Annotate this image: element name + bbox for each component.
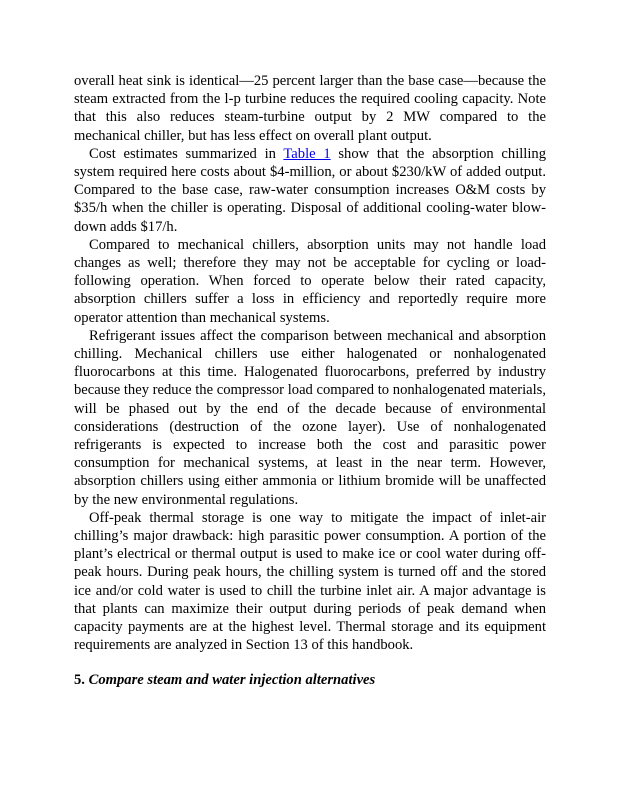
- section-number: 5.: [74, 671, 85, 688]
- document-page: [74, 72, 546, 689]
- paragraph-refrigerant-issues: Refrigerant issues affect the comparison between mechanical and absorption chilling. Mechanical chillers use either halogenated or nonhalogenated fluorocarbons at this time. Halogenated fluorocarbons, preferred by industry because they reduce the compressor load compared to nonhalogenated materials, will be phased out by the end of the decade because of environmental considerations (destruction of the ozone layer). Use of nonhalogenated refrigerants is expected to increase both the cost and parasitic power consumption for mechanical systems, at least in the near term. However, absorption chillers using either ammonia or lithium bromide will be unaffected by the new environmental regulations.: [74, 327, 546, 508]
- paragraph-cost-estimates-lead: Cost estimates summarized in: [89, 145, 284, 162]
- paragraph-heat-sink: overall heat sink is identical—25 percent larger than the base case—because the steam extracted from the l-p turbine reduces the required cooling capacity. Note that this also reduces steam-turbine output by 2 MW compared to the mechanical chiller, but has less effect on overall plant output.: [74, 73, 546, 144]
- table-1-link[interactable]: Table 1: [283, 145, 331, 162]
- paragraph-thermal-storage: Off-peak thermal storage is one way to mitigate the impact of inlet-air chilling’s major drawback: high parasitic power consumption. A portion of the plant’s electrical or thermal output is used to make ice or cool water during off-peak hours. During peak hours, the chilling system is turned off and the stored ice and/or cold water is used to chill the turbine inlet air. A major advantage is that plants can maximize their output during periods of peak demand when capacity payments are at the highest level. Thermal storage and its equipment requirements are analyzed in Section 13 of this handbook.: [74, 509, 546, 654]
- paragraph-cost-estimates-rest: show that the absorption chilling system required here costs about $4-million, or about $230/kW of added output. Compared to the base case, raw-water consumption increases O&M costs by $35/h when the chiller is operating. Disposal of additional cooling-water blow-down adds $17/h.: [74, 145, 547, 235]
- section-title: Compare steam and water injection alternatives: [88, 671, 376, 688]
- paragraph-load-changes: Compared to mechanical chillers, absorption units may not handle load changes as well; therefore they may not be acceptable for cycling or load-following operation. When forced to operate below their rated capacity, absorption chillers suffer a loss in efficiency and reportedly require more operator attention than mechanical systems.: [74, 236, 546, 326]
- section-heading: [74, 671, 546, 689]
- paragraph-cost-estimates: [74, 145, 546, 236]
